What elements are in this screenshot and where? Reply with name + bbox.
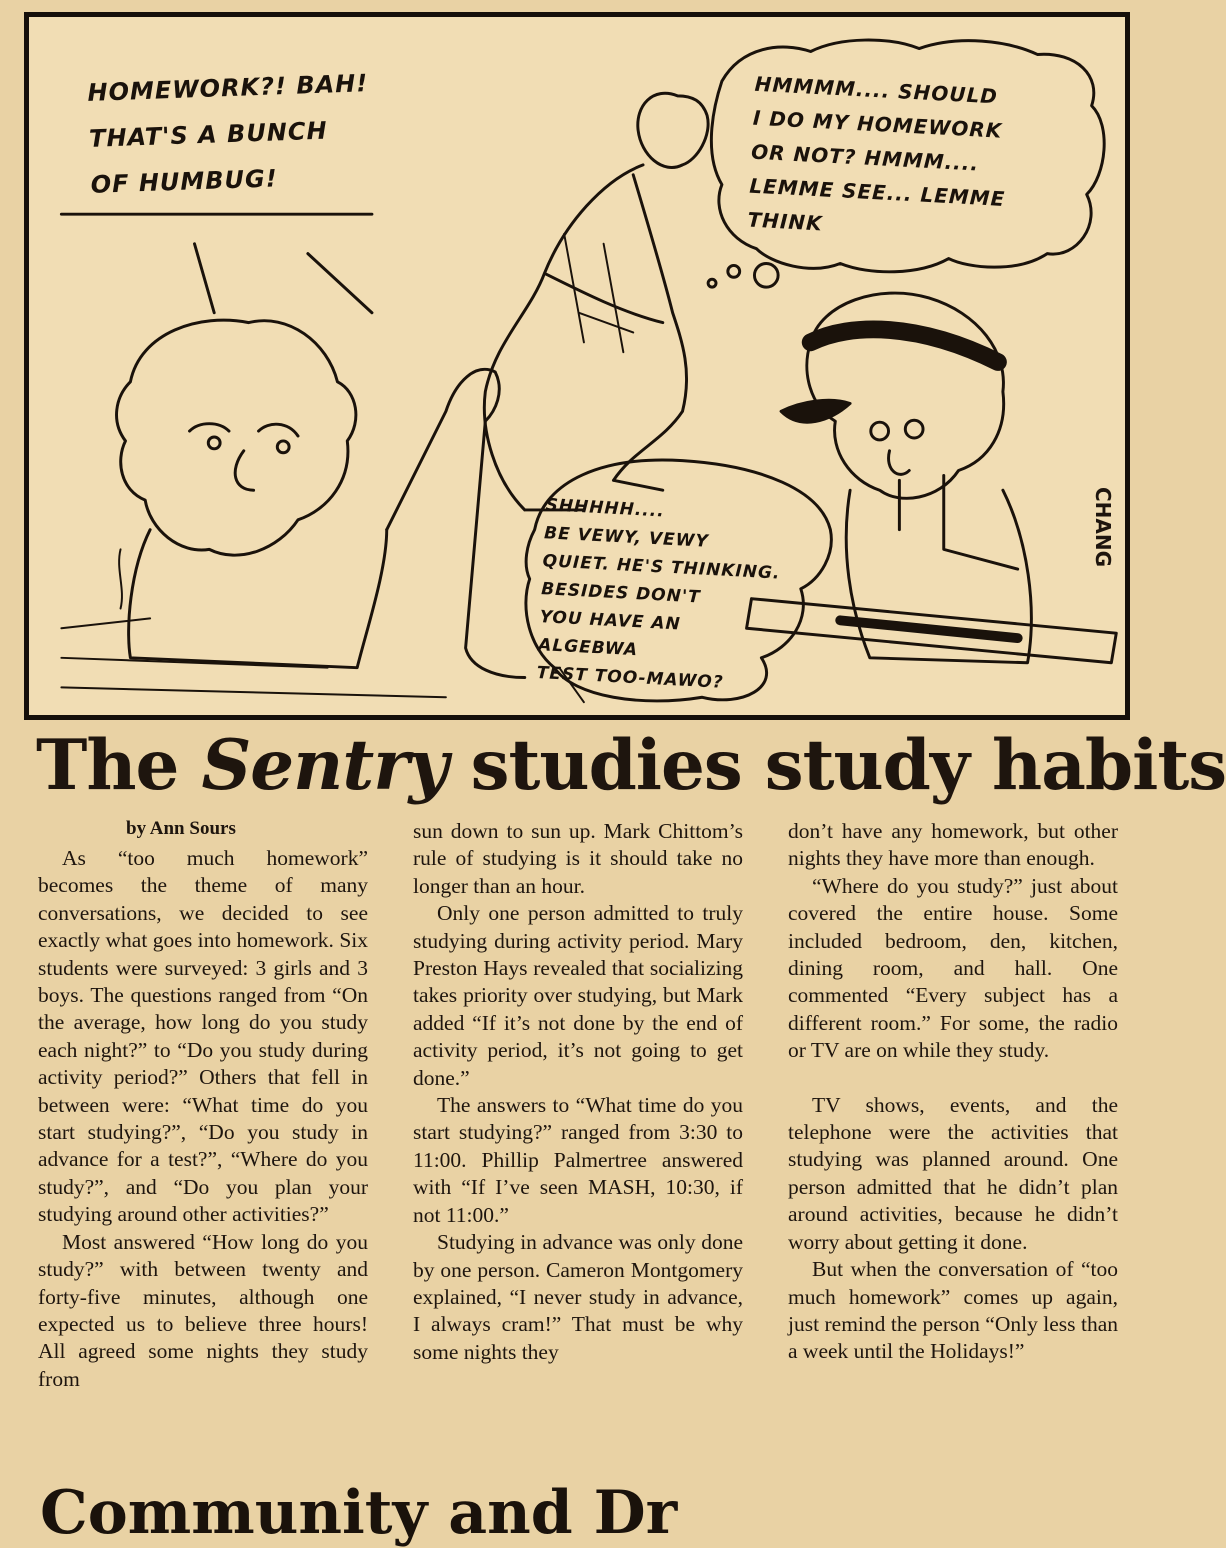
paragraph: Most answered “How long do you study?” with between twenty and forty-five minutes, although one expected us to believe three hours! All agreed some nights they study from — [38, 1229, 368, 1391]
scrooge-speech-text: HOMEWORK?! BAH! THAT'S A BUNCH OF HUMBUG! — [86, 69, 369, 199]
paragraph: sun down to sun up. Mark Chittom’s rule of studying is it should take no longer than an hour. — [413, 819, 743, 898]
byline: by Ann Sours — [126, 818, 236, 839]
cartoon-panel — [24, 12, 1130, 720]
paragraph: But when the conversation of “too much homework” comes up again, just remind the person “Only less than a week until the Holidays!” — [788, 1257, 1118, 1364]
thinker-thought-text: HMMMM.... SHOULD I DO MY HOMEWORK OR NOT? HMMM.... LEMME SEE... LEMME THINK — [747, 71, 1006, 236]
paragraph: Studying in advance was only done by one person. Cameron Montgomery explained, “I never study in advance, I always cram!” That must be why some nights they — [413, 1230, 743, 1364]
article-column-1 — [38, 845, 368, 1393]
thinker-statue — [638, 93, 708, 167]
paragraph: “Where do you study?” just about covered the entire house. Some included bedroom, den, kitchen, dining room, and hall. One commented “Every subject has a different room.” For some, the radio or TV are on while they study. — [788, 873, 1118, 1063]
fudd-speech-text: SHHHHH.... BE VEWY, VEWY QUIET. HE'S THINKING. BESIDES DON'T YOU HAVE AN ALGEBWA TEST TOO-MAWO? — [536, 495, 781, 693]
paragraph: Only one person admitted to truly studying during activity period. Mary Preston Hays revealed that socializing takes priority over studying, but Mark added “If it’s not done by the end of activity period, it’s not going to get done.” — [413, 901, 743, 1090]
headline-part-1: The — [36, 725, 202, 806]
paragraph: don’t have any homework, but other nights they have more than enough. — [788, 819, 1118, 871]
scrooge-figure — [117, 320, 356, 555]
article-column-3 — [788, 818, 1118, 1366]
article-headline — [36, 722, 1226, 810]
headline-part-2: studies study habits — [447, 725, 1226, 806]
paragraph: TV shows, events, and the telephone were the activities that studying was planned around. One person admitted that he didn’t plan around activities, because he didn’t worry about getting it done. — [788, 1092, 1118, 1254]
paragraph: As “too much homework” becomes the theme of many conversations, we decided to see exactly what goes into homework. Six students were surveyed: 3 girls and 3 boys. The questions ranged from “On the average, how long do you study each night?” to “Do you study during activity period?” Others that fell in between were: “What time do you start studying?”, “Do you study in advance for a test?”, “Where do you study?”, and “Do you plan your studying around other activities?” — [38, 846, 368, 1227]
article-column-2 — [413, 818, 743, 1366]
cartoonist-signature: CHANG — [1091, 487, 1115, 568]
headline-newspaper-name: Sentry — [201, 725, 448, 806]
next-article-headline-fragment: Community and Dr — [40, 1478, 678, 1548]
paragraph: The answers to “What time do you start studying?” ranged from 3:30 to 11:00. Phillip Palmertree answered with “If I’ve seen MASH, 10:30, if not 11:00.” — [413, 1093, 743, 1227]
